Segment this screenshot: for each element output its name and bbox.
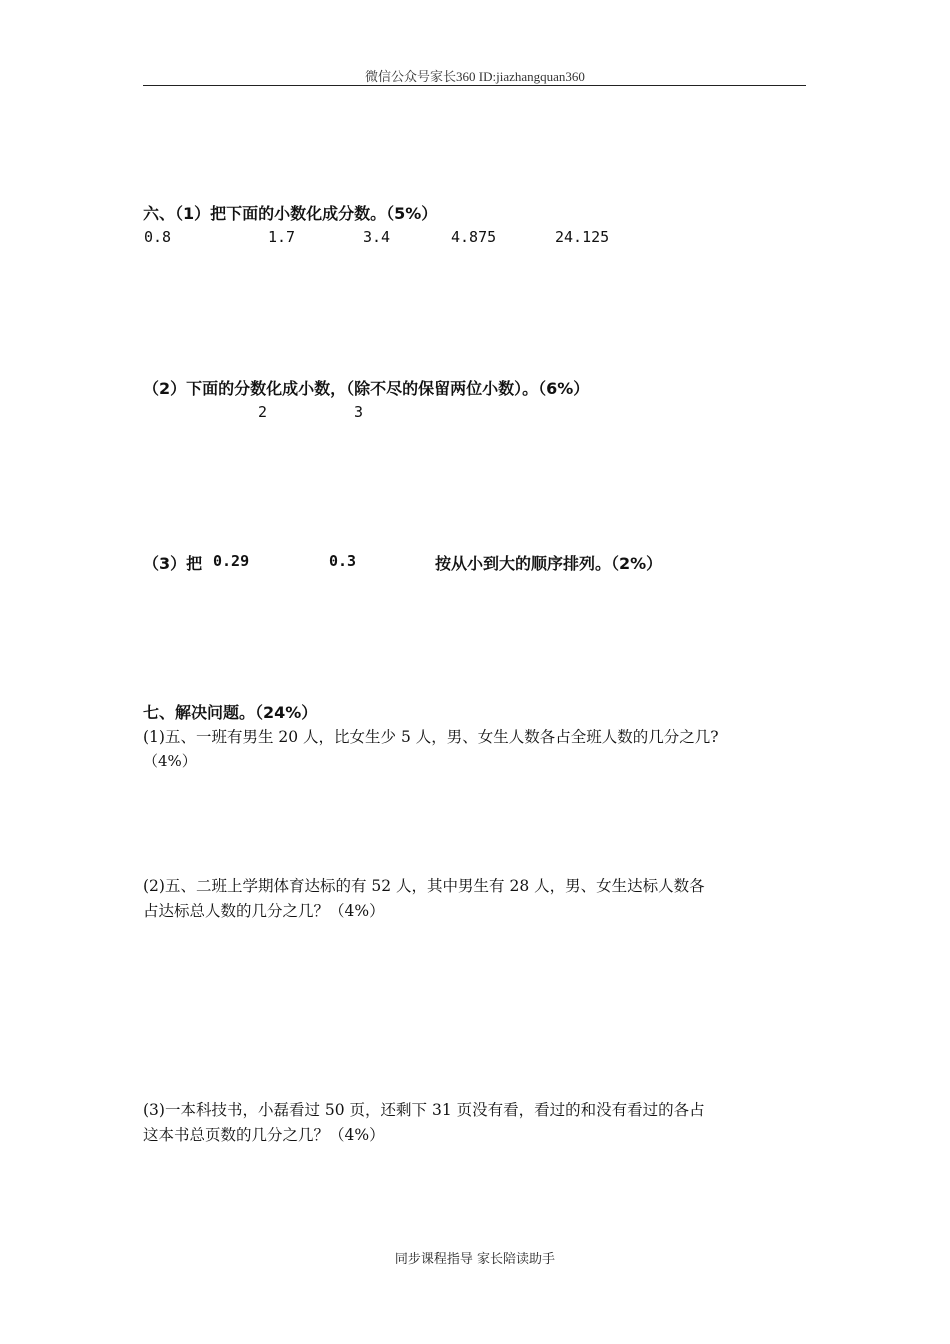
decimal-item: 4.875 xyxy=(451,228,497,246)
fraction-numerator: 3 xyxy=(354,403,364,421)
section-6-part-3-lead: （3）把 xyxy=(143,554,203,573)
compare-value: 0.3 xyxy=(329,552,357,570)
compare-value: 0.29 xyxy=(213,552,250,570)
section-6-part-3-tail: 按从小到大的顺序排列。（2%） xyxy=(435,554,663,573)
question-3-line-1: (3)一本科技书，小磊看过 50 页，还剩下 31 页没有看，看过的和没有看过的各占 xyxy=(143,1101,705,1119)
decimal-item: 3.4 xyxy=(363,228,391,246)
question-2-line-2: 占达标总人数的几分之几？（4%） xyxy=(143,902,385,920)
page-footer: 同步课程指导 家长陪读助手 xyxy=(394,1252,556,1267)
page-header: 微信公众号家长360 ID:jiazhangquan360 xyxy=(365,69,585,84)
fraction-numerator: 2 xyxy=(258,403,268,421)
question-2-line-1: (2)五、二班上学期体育达标的有 52 人，其中男生有 28 人，男、女生达标人数各 xyxy=(143,877,705,895)
header-divider xyxy=(143,85,806,86)
decimal-item: 24.125 xyxy=(555,228,610,246)
section-7-title: 七、解决问题。（24%） xyxy=(143,703,318,722)
question-1-line-1: (1)五、一班有男生 20 人，比女生少 5 人，男、女生人数各占全班人数的几分之几? xyxy=(143,728,719,746)
section-6-title: 六、（1）把下面的小数化成分数。（5%） xyxy=(143,204,438,223)
decimal-item: 0.8 xyxy=(144,228,172,246)
question-1-line-2: （4%） xyxy=(143,752,197,770)
decimal-item: 1.7 xyxy=(268,228,296,246)
section-6-part-2-title: （2）下面的分数化成小数，（除不尽的保留两位小数）。（6%） xyxy=(143,379,590,398)
question-3-line-2: 这本书总页数的几分之几？（4%） xyxy=(143,1126,385,1144)
